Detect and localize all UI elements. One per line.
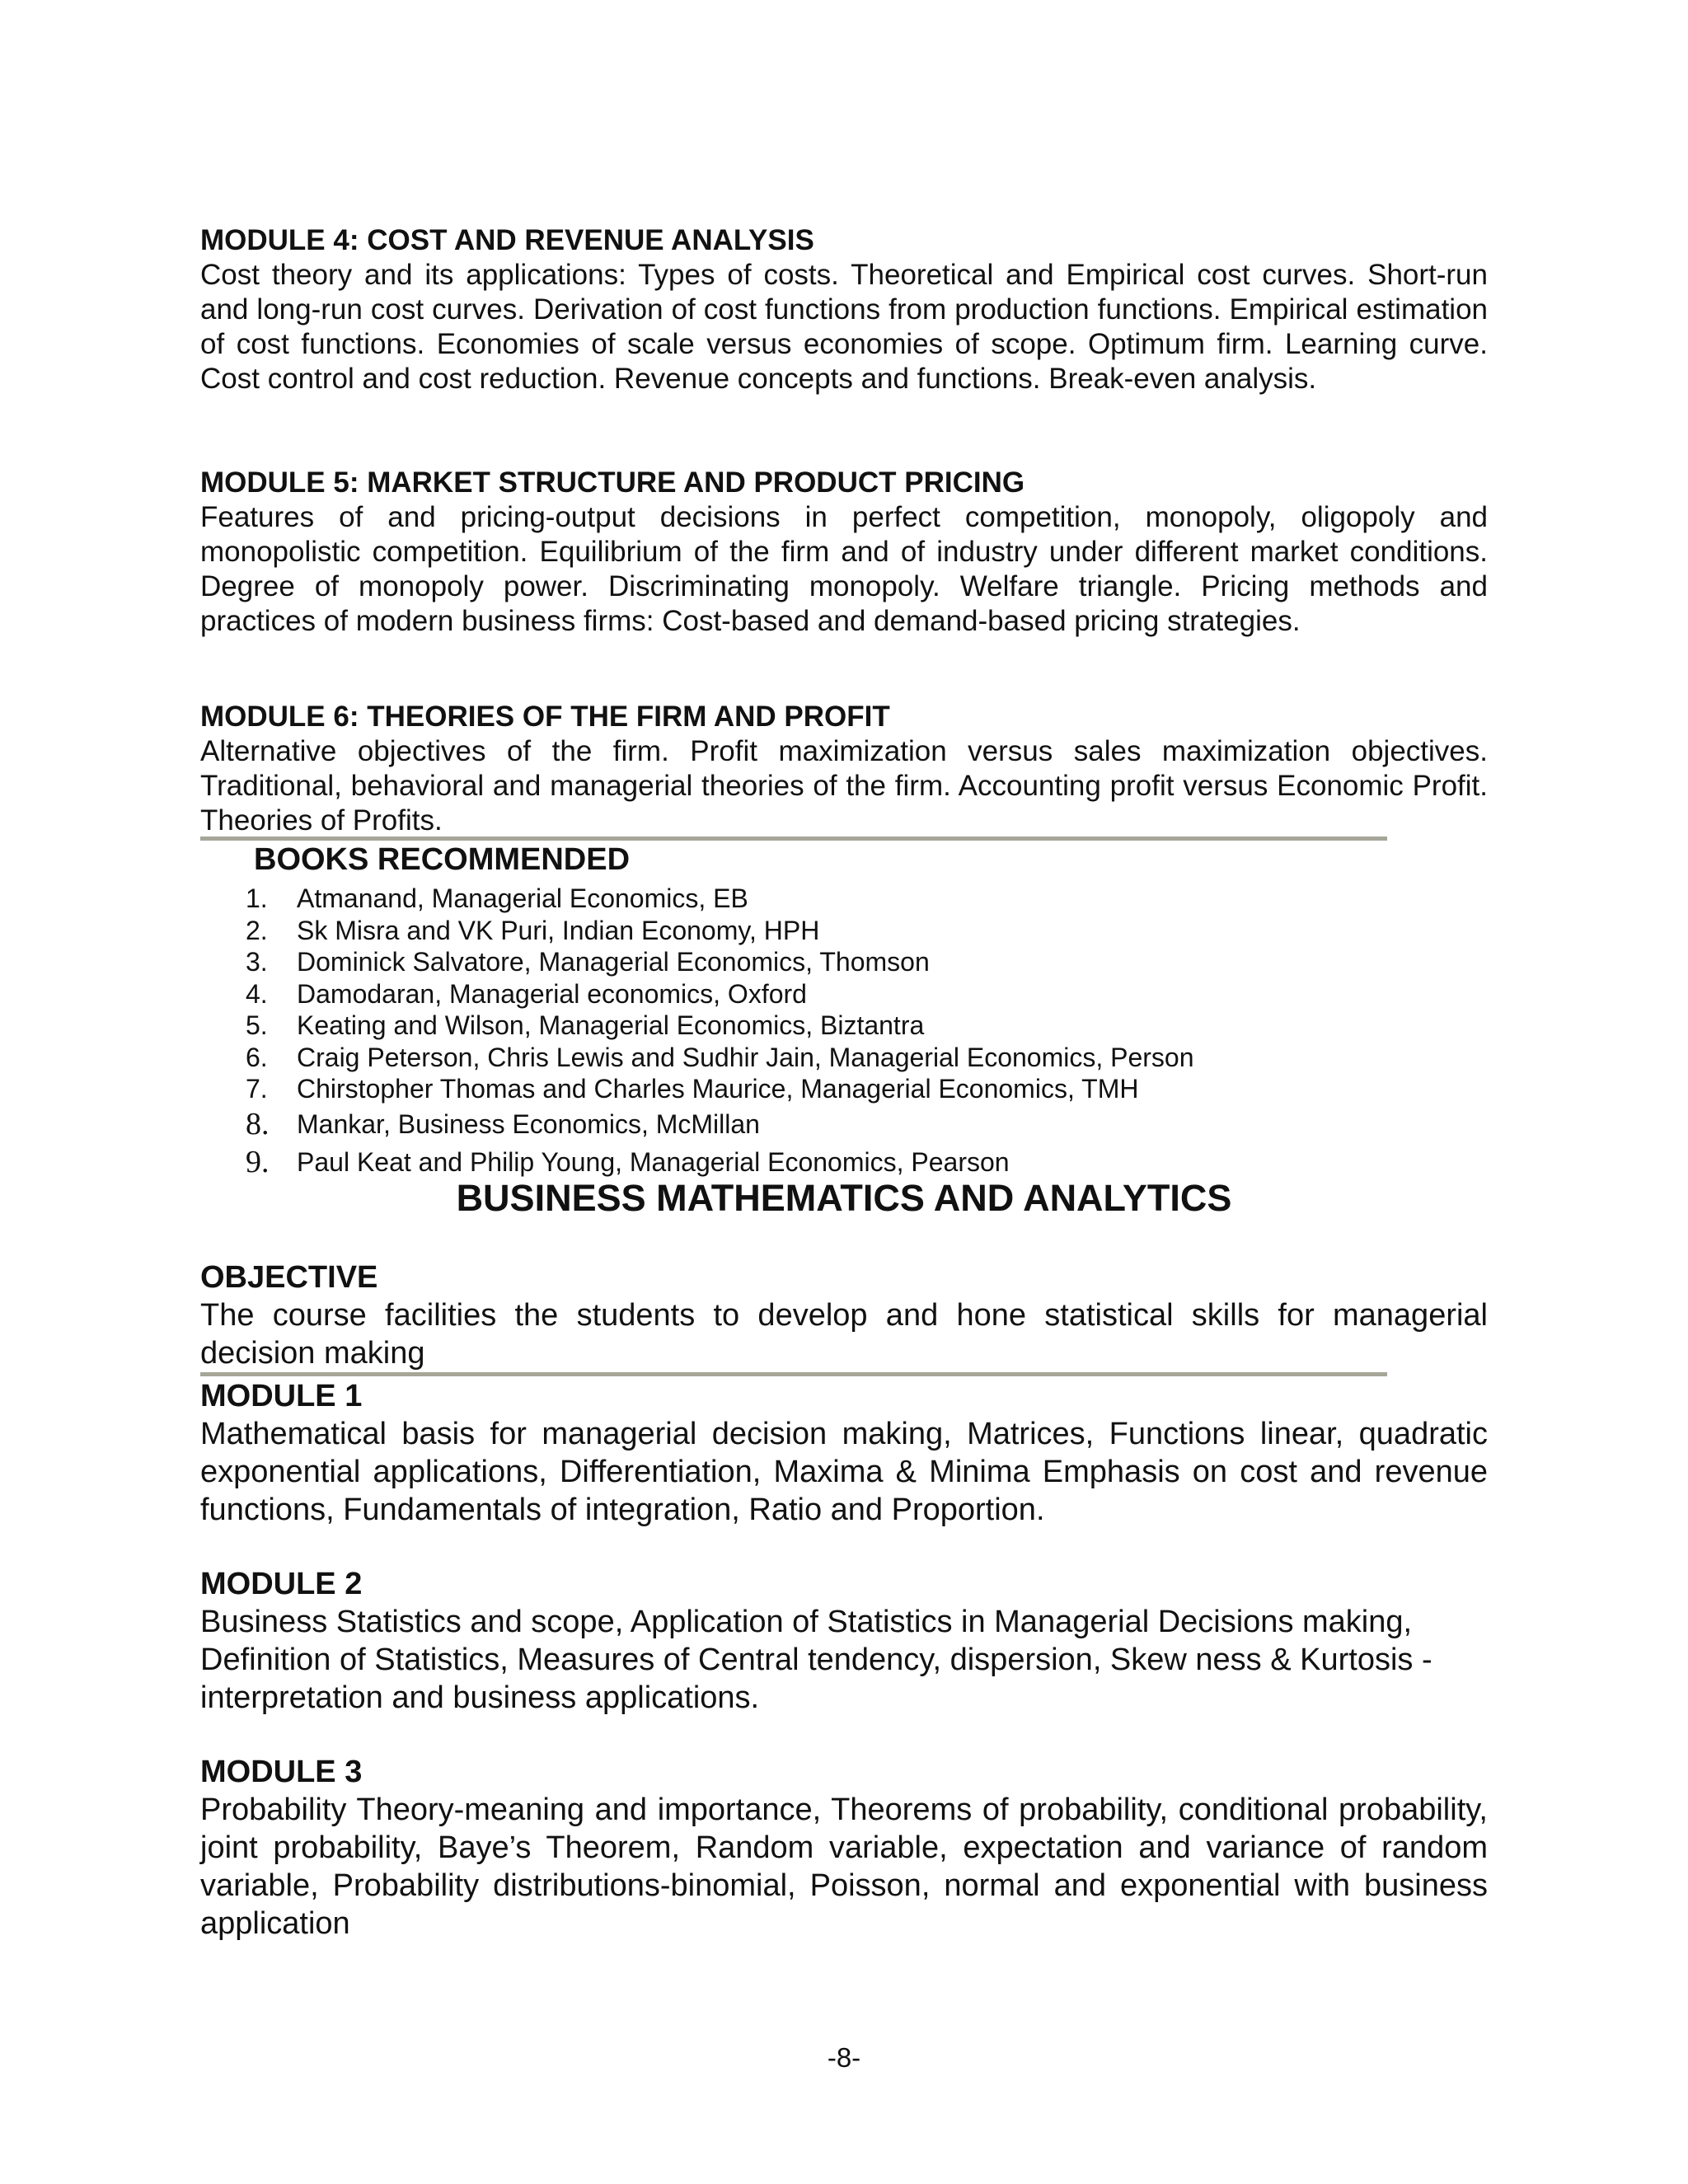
book-item bbox=[246, 1105, 1194, 1143]
book-number: 1. bbox=[246, 883, 268, 913]
section-divider bbox=[200, 837, 1387, 841]
course-module-1-text: Mathematical basis for managerial decision making, Matrices, Functions linear, quadratic exponential applications, Differentiation, Maxima & Minima Emphasis on cost and revenue functions, Fundamentals of integration, Ratio and Proportion. bbox=[200, 1417, 1488, 1527]
course-module-2-text: Business Statistics and scope, Application of Statistics in Managerial Decisions making, Definition of Statistics, Measures of Central tendency, dispersion, Skew ness & Kurtosis -interpretation and business applications. bbox=[200, 1605, 1432, 1715]
course-module-3-heading: MODULE 3 bbox=[200, 1755, 363, 1789]
course-module-2-heading: MODULE 2 bbox=[200, 1567, 363, 1601]
book-title: Paul Keat and Philip Young, Managerial Economics, Pearson bbox=[297, 1146, 1010, 1177]
book-title: Keating and Wilson, Managerial Economics, Biztantra bbox=[297, 1010, 925, 1040]
book-item bbox=[246, 946, 1194, 978]
course-title: BUSINESS MATHEMATICS AND ANALYTICS bbox=[456, 1177, 1232, 1219]
book-item bbox=[246, 1042, 1194, 1074]
course-module-3-text: Probability Theory-meaning and importance, Theorems of probability, conditional probability, joint probability, Baye’s Theorem, Random variable, expectation and variance of random variable, Probability distributions-binomial, Poisson, normal and exponential with business application bbox=[200, 1793, 1488, 1941]
book-number: 4. bbox=[246, 978, 268, 1009]
book-number: 7. bbox=[246, 1074, 268, 1104]
book-title: Dominick Salvatore, Managerial Economics, Thomson bbox=[297, 947, 930, 977]
module-6-text: Alternative objectives of the firm. Profit maximization versus sales maximization objectives. Traditional, behavioral and managerial theories of the firm. Accounting profit versus Economic Profit. Theories of Profits. bbox=[200, 735, 1488, 837]
book-item bbox=[246, 915, 1194, 947]
module-4-text: Cost theory and its applications: Types of costs. Theoretical and Empirical cost curves. Short-run and long-run cost curves. Derivation of cost functions from production functions. Empirical estimation of cost functions. Economies of scale versus economies of scope. Optimum firm. Learning curve. Cost control and cost reduction. Revenue concepts and functions. Break-even analysis. bbox=[200, 259, 1488, 395]
book-number: 5. bbox=[246, 1010, 268, 1040]
book-number: 9. bbox=[246, 1144, 270, 1179]
module-5-text: Features of and pricing-output decisions in perfect competition, monopoly, oligopoly and monopolistic competition. Equilibrium of the firm and of industry under different market conditions. Degree of monopoly power. Discriminating monopoly. Welfare triangle. Pricing methods and practices of modern business firms: Cost-based and demand-based pricing strategies. bbox=[200, 501, 1488, 637]
book-title: Sk Misra and VK Puri, Indian Economy, HPH bbox=[297, 915, 820, 945]
book-title: Damodaran, Managerial economics, Oxford bbox=[297, 978, 807, 1009]
book-item bbox=[246, 978, 1194, 1010]
book-item bbox=[246, 1010, 1194, 1042]
section-divider bbox=[200, 1372, 1387, 1376]
books-recommended-heading: BOOKS RECOMMENDED bbox=[254, 842, 631, 877]
book-title: Atmanand, Managerial Economics, EB bbox=[297, 883, 748, 913]
objective-text: The course facilities the students to develop and hone statistical skills for managerial decision making bbox=[200, 1298, 1488, 1371]
book-title: Chirstopher Thomas and Charles Maurice, Managerial Economics, TMH bbox=[297, 1074, 1139, 1104]
book-number: 8. bbox=[246, 1106, 270, 1141]
book-number: 3. bbox=[246, 947, 268, 977]
book-number: 2. bbox=[246, 915, 268, 945]
module-6-heading: MODULE 6: THEORIES OF THE FIRM AND PROFIT bbox=[200, 701, 890, 733]
module-4-heading: MODULE 4: COST AND REVENUE ANALYSIS bbox=[200, 224, 814, 256]
book-title: Craig Peterson, Chris Lewis and Sudhir Jain, Managerial Economics, Person bbox=[297, 1042, 1194, 1072]
page-number: -8- bbox=[827, 2042, 861, 2073]
book-item bbox=[246, 883, 1194, 915]
book-number: 6. bbox=[246, 1042, 268, 1072]
book-item bbox=[246, 1143, 1194, 1181]
module-5-heading: MODULE 5: MARKET STRUCTURE AND PRODUCT PRICING bbox=[200, 466, 1025, 499]
objective-heading: OBJECTIVE bbox=[200, 1260, 378, 1295]
book-title: Mankar, Business Economics, McMillan bbox=[297, 1108, 760, 1139]
book-item bbox=[246, 1073, 1194, 1105]
books-list bbox=[246, 883, 1194, 1181]
course-module-1-heading: MODULE 1 bbox=[200, 1379, 363, 1413]
